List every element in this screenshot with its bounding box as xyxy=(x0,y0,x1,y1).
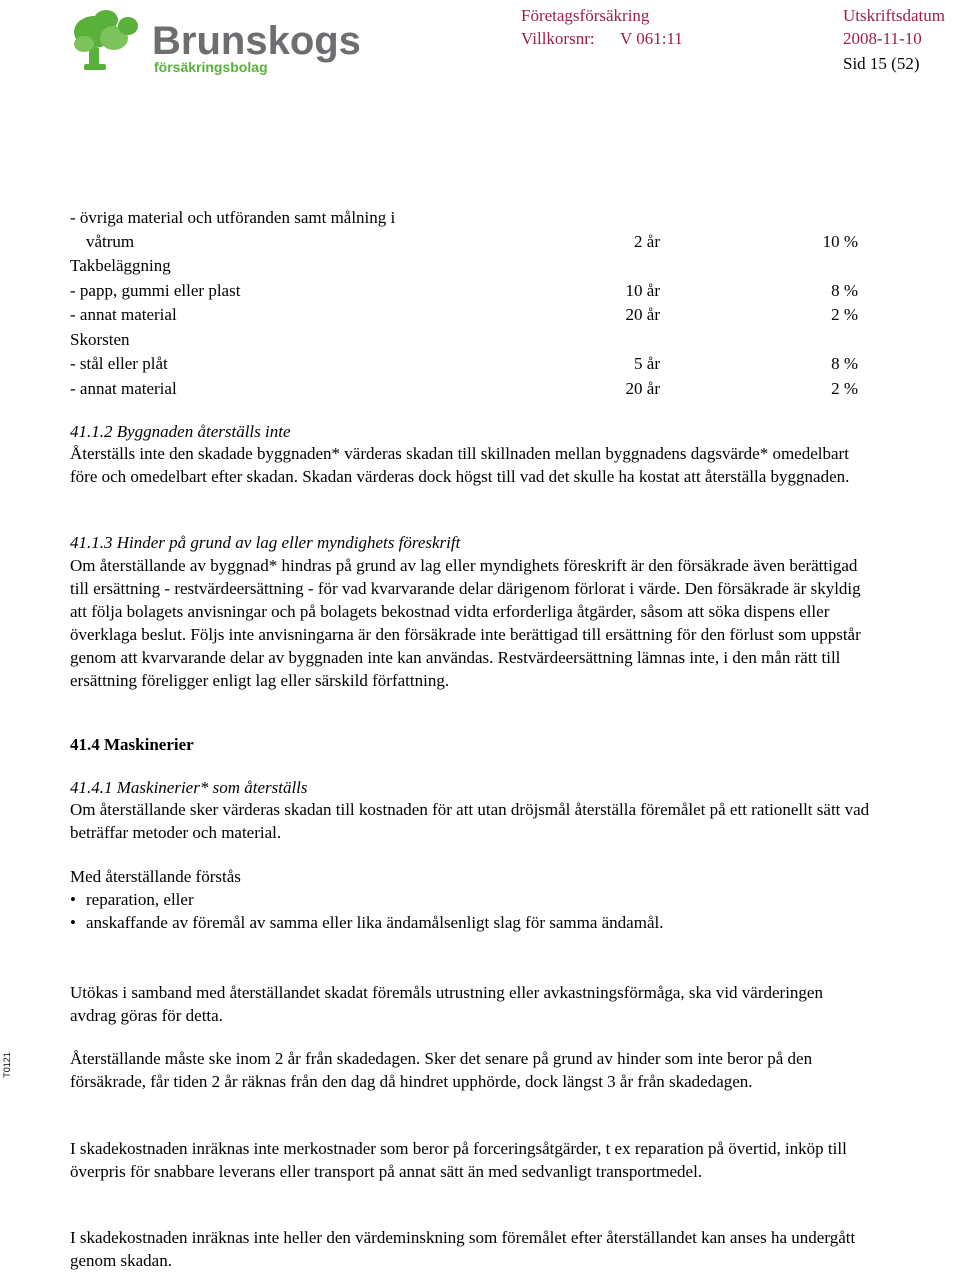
brunskogs-logo xyxy=(72,4,361,76)
table-row-label: Skorsten xyxy=(70,330,130,349)
side-code: T0121 xyxy=(1,1052,12,1078)
table-row-label: - stål eller plåt xyxy=(70,354,168,373)
section-text-41-4-1: Om återställande sker värderas skadan till kostnaden för att utan dröjsmål återställa föremålet på ett rationellt sätt vad beträffar metoder och material. xyxy=(70,800,870,842)
table-row-years: 10 år xyxy=(625,281,660,300)
section-heading-41-1-2: 41.1.2 Byggnaden återställs inte xyxy=(70,422,291,441)
terms-label: Villkorsnr: xyxy=(521,29,595,48)
table-row-label: Takbeläggning xyxy=(70,256,171,275)
terms-value: V 061:11 xyxy=(620,29,683,48)
paragraph: Utökas i samband med återställandet skadat föremåls utrustning eller avkastningsförmåga, ska vid värderingen avdrag göras för detta. xyxy=(70,983,823,1025)
section-heading-41-4: 41.4 Maskinerier xyxy=(70,735,194,754)
table-row-years: 5 år xyxy=(634,354,660,373)
table-row-label: - annat material xyxy=(70,305,177,324)
restore-definition-intro: Med återställande förstås xyxy=(70,867,241,886)
table-row-percent: 2 % xyxy=(831,305,858,324)
list-item: • reparation, eller xyxy=(70,888,663,911)
table-row-label: - övriga material och utföranden samt målning i xyxy=(70,208,396,227)
paragraph: Återställande måste ske inom 2 år från skadedagen. Sker det senare på grund av hinder som inte beror på den försäkrade, får tiden 2 år räknas från den dag då hindret upphörde, dock längst 3 år från skadedagen. xyxy=(70,1049,813,1091)
paragraph: I skadekostnaden inräknas inte merkostnader som beror på forceringsåtgärder, t ex reparation på övertid, inköp till överpris för snabbare leverans eller transport på annat sätt än med sedvanligt transportmedel. xyxy=(70,1139,847,1181)
section-text-41-1-2: Återställs inte den skadade byggnaden* värderas skadan till skillnaden mellan byggnadens dagsvärde* omedelbart före och omedelbart efter skadan. Skadan värderas dock högst till vad det skulle ha kostat att återställa byggnaden. xyxy=(70,444,850,486)
logo-name: Brunskogs xyxy=(152,19,361,63)
table-row-percent: 8 % xyxy=(831,281,858,300)
print-date-label: Utskriftsdatum xyxy=(843,6,945,25)
table-row-label: våtrum xyxy=(86,232,135,251)
table-row-label: - annat material xyxy=(70,379,177,398)
table-row-label: - papp, gummi eller plast xyxy=(70,281,241,300)
table-row-years: 20 år xyxy=(625,379,660,398)
tree-logo-icon xyxy=(74,10,138,70)
table-row-percent: 8 % xyxy=(831,354,858,373)
section-heading-41-1-3: 41.1.3 Hinder på grund av lag eller myndighets föreskrift xyxy=(70,533,461,552)
table-row-percent: 10 % xyxy=(822,232,858,251)
print-date: 2008-11-10 xyxy=(843,29,922,48)
section-heading-41-4-1: 41.4.1 Maskinerier* som återställs xyxy=(70,778,308,797)
section-text-41-1-3: Om återställande av byggnad* hindras på grund av lag eller myndighets föreskrift är den försäkrade även berättigad till ersättning - restvärdeersättning - för vad kvarvarande delar därigenom förlorat i värde. Den försäkrade är skyldig att följa bolagets anvisningar och på bolagets bekostnad vidta erforderliga åtgärder, såsom att söka dispens eller överklaga beslut. Följs inte anvisningarna är den försäkrade inte berättigad till ersättning för den förlust som uppstår genom att kvarvarande delar av byggnaden inte kan användas. Restvärdeersättning lämnas inte, i den mån rätt till ersättning föreligger enligt lag eller särskild författning. xyxy=(70,556,861,690)
table-row-years: 20 år xyxy=(625,305,660,324)
doc-type: Företagsförsäkring xyxy=(521,6,650,25)
table-row-percent: 2 % xyxy=(831,379,858,398)
page-number: Sid 15 (52) xyxy=(843,54,920,73)
list-item: • anskaffande av föremål av samma eller lika ändamålsenligt slag för samma ändamål. xyxy=(70,911,663,934)
logo-subtitle: försäkringsbolag xyxy=(154,59,268,75)
paragraph: I skadekostnaden inräknas inte heller den värdeminskning som föremålet efter återställandet kan anses ha undergått genom skadan. xyxy=(70,1228,856,1270)
restore-definition-list xyxy=(70,888,663,934)
table-row-years: 2 år xyxy=(634,232,660,251)
